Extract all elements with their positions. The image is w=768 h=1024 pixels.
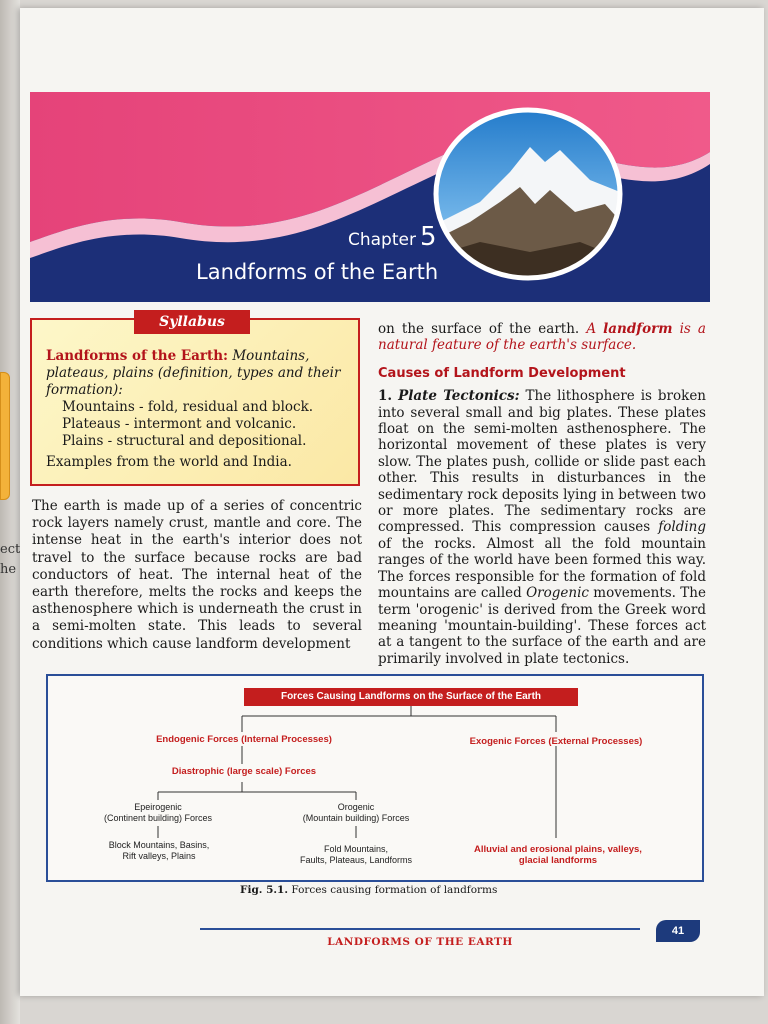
previous-page-tab bbox=[0, 372, 10, 500]
paragraph-text: The lithosphere is broken into several small and big plates. These plates float on the semi-molten asthenosphere. The horizontal movement of these plates is very slow. The plates push, collide or slide past each other. This results in disturbances in the sedimentary rock deposits lying in between two or more plates. The sedimentary rocks are compressed. This compression causes bbox=[378, 388, 706, 536]
caption-text: Forces causing formation of landforms bbox=[288, 884, 498, 896]
paragraph-text: movements. The term 'orogenic' is derived from the Greek word meaning 'mountain-building'. These forces act at a tangent to the surface of the earth and are primarily involved in plate tectonics. bbox=[378, 585, 706, 667]
syllabus-heading-line bbox=[46, 348, 344, 365]
paragraph-text: of the rocks. Almost all the fold mountain ranges of the world have been formed this way. The forces responsible for the formation of fold mountains are called bbox=[378, 535, 706, 602]
syllabus-item: Mountains - fold, residual and block. bbox=[62, 399, 314, 415]
syllabus-examples: Examples from the world and India. bbox=[46, 454, 292, 470]
caption-label: Fig. 5.1. bbox=[240, 884, 289, 896]
chapter-word: Chapter bbox=[348, 230, 416, 250]
syllabus-item: Plateaus - intermont and volcanic. bbox=[62, 416, 297, 432]
previous-page-text: ect bbox=[0, 542, 21, 557]
syllabus-line: plateaus, plains (definition, types and their bbox=[46, 365, 341, 381]
plate-tectonics-paragraph bbox=[378, 388, 706, 667]
chapter-title: Landforms of the Earth bbox=[196, 260, 439, 284]
left-paragraph: The earth is made up of a series of concentric rock layers namely crust, mantle and core. The intense heat in the earth's interior does not travel to the surface because rocks are bad conductors of heat. The internal heat of the earth therefore, melts the rocks and keeps the asthenosphere which is underneath the crust in a semi-molten state. This leads to several conditions which cause landform development bbox=[32, 498, 362, 652]
textbook-page bbox=[20, 8, 764, 996]
syllabus-heading-rest: Mountains, bbox=[232, 348, 310, 364]
running-title: LANDFORMS OF THE EARTH bbox=[327, 936, 513, 948]
definition-term: landform bbox=[603, 321, 673, 337]
syllabus-line: formation): bbox=[46, 382, 123, 398]
page-number-badge: 41 bbox=[656, 920, 700, 942]
chapter-label bbox=[348, 222, 437, 252]
chapter-banner bbox=[30, 92, 710, 302]
definition-lead: on the surface of the earth. bbox=[378, 321, 587, 337]
italic-term: folding bbox=[658, 519, 706, 536]
forces-flowchart bbox=[46, 674, 704, 882]
exogenic-node: Exogenic Forces (External Processes) bbox=[469, 736, 643, 747]
point-number: 1. bbox=[378, 388, 393, 405]
alluvial-node bbox=[460, 844, 656, 866]
syllabus-item: Plains - structural and depositional. bbox=[62, 433, 307, 449]
fold-mountains-node bbox=[280, 844, 432, 866]
italic-term: Orogenic bbox=[526, 585, 589, 602]
previous-page-text: he bbox=[0, 562, 17, 577]
syllabus-box bbox=[30, 314, 360, 486]
definition-text: is a natural feature of the earth's surface. bbox=[378, 321, 706, 354]
point-title: Plate Tectonics: bbox=[398, 388, 520, 405]
node-line: Faults, Plateaus, Landforms bbox=[299, 855, 413, 865]
right-column bbox=[378, 321, 706, 667]
chapter-number: 5 bbox=[419, 222, 437, 252]
diastrophic-node: Diastrophic (large scale) Forces bbox=[171, 766, 317, 777]
endogenic-node: Endogenic Forces (Internal Processes) bbox=[156, 734, 332, 745]
figure-caption bbox=[240, 884, 497, 896]
definition-text: A bbox=[586, 321, 604, 337]
landform-definition bbox=[378, 321, 706, 354]
previous-page-edge bbox=[0, 0, 20, 1024]
node-line: (Mountain building) Forces bbox=[302, 813, 410, 823]
syllabus-tag: Syllabus bbox=[134, 310, 250, 334]
node-line: Orogenic bbox=[337, 802, 375, 812]
flowchart-title: Forces Causing Landforms on the Surface of the Earth bbox=[244, 688, 578, 706]
epeirogenic-node bbox=[88, 802, 228, 824]
footer-divider bbox=[200, 928, 640, 930]
block-mountains-node bbox=[84, 840, 234, 862]
orogenic-node bbox=[286, 802, 426, 824]
node-line: Fold Mountains, bbox=[323, 844, 389, 854]
section-heading: Causes of Landform Development bbox=[378, 365, 626, 381]
syllabus-heading: Landforms of the Earth: bbox=[46, 348, 229, 364]
node-line: Block Mountains, Basins, bbox=[108, 840, 210, 850]
node-line: Rift valleys, Plains bbox=[122, 851, 196, 861]
node-line: Epeirogenic bbox=[134, 802, 182, 812]
node-line: Alluvial and erosional plains, valleys, bbox=[474, 844, 642, 855]
node-line: (Continent building) Forces bbox=[103, 813, 213, 823]
node-line: glacial landforms bbox=[518, 855, 598, 866]
